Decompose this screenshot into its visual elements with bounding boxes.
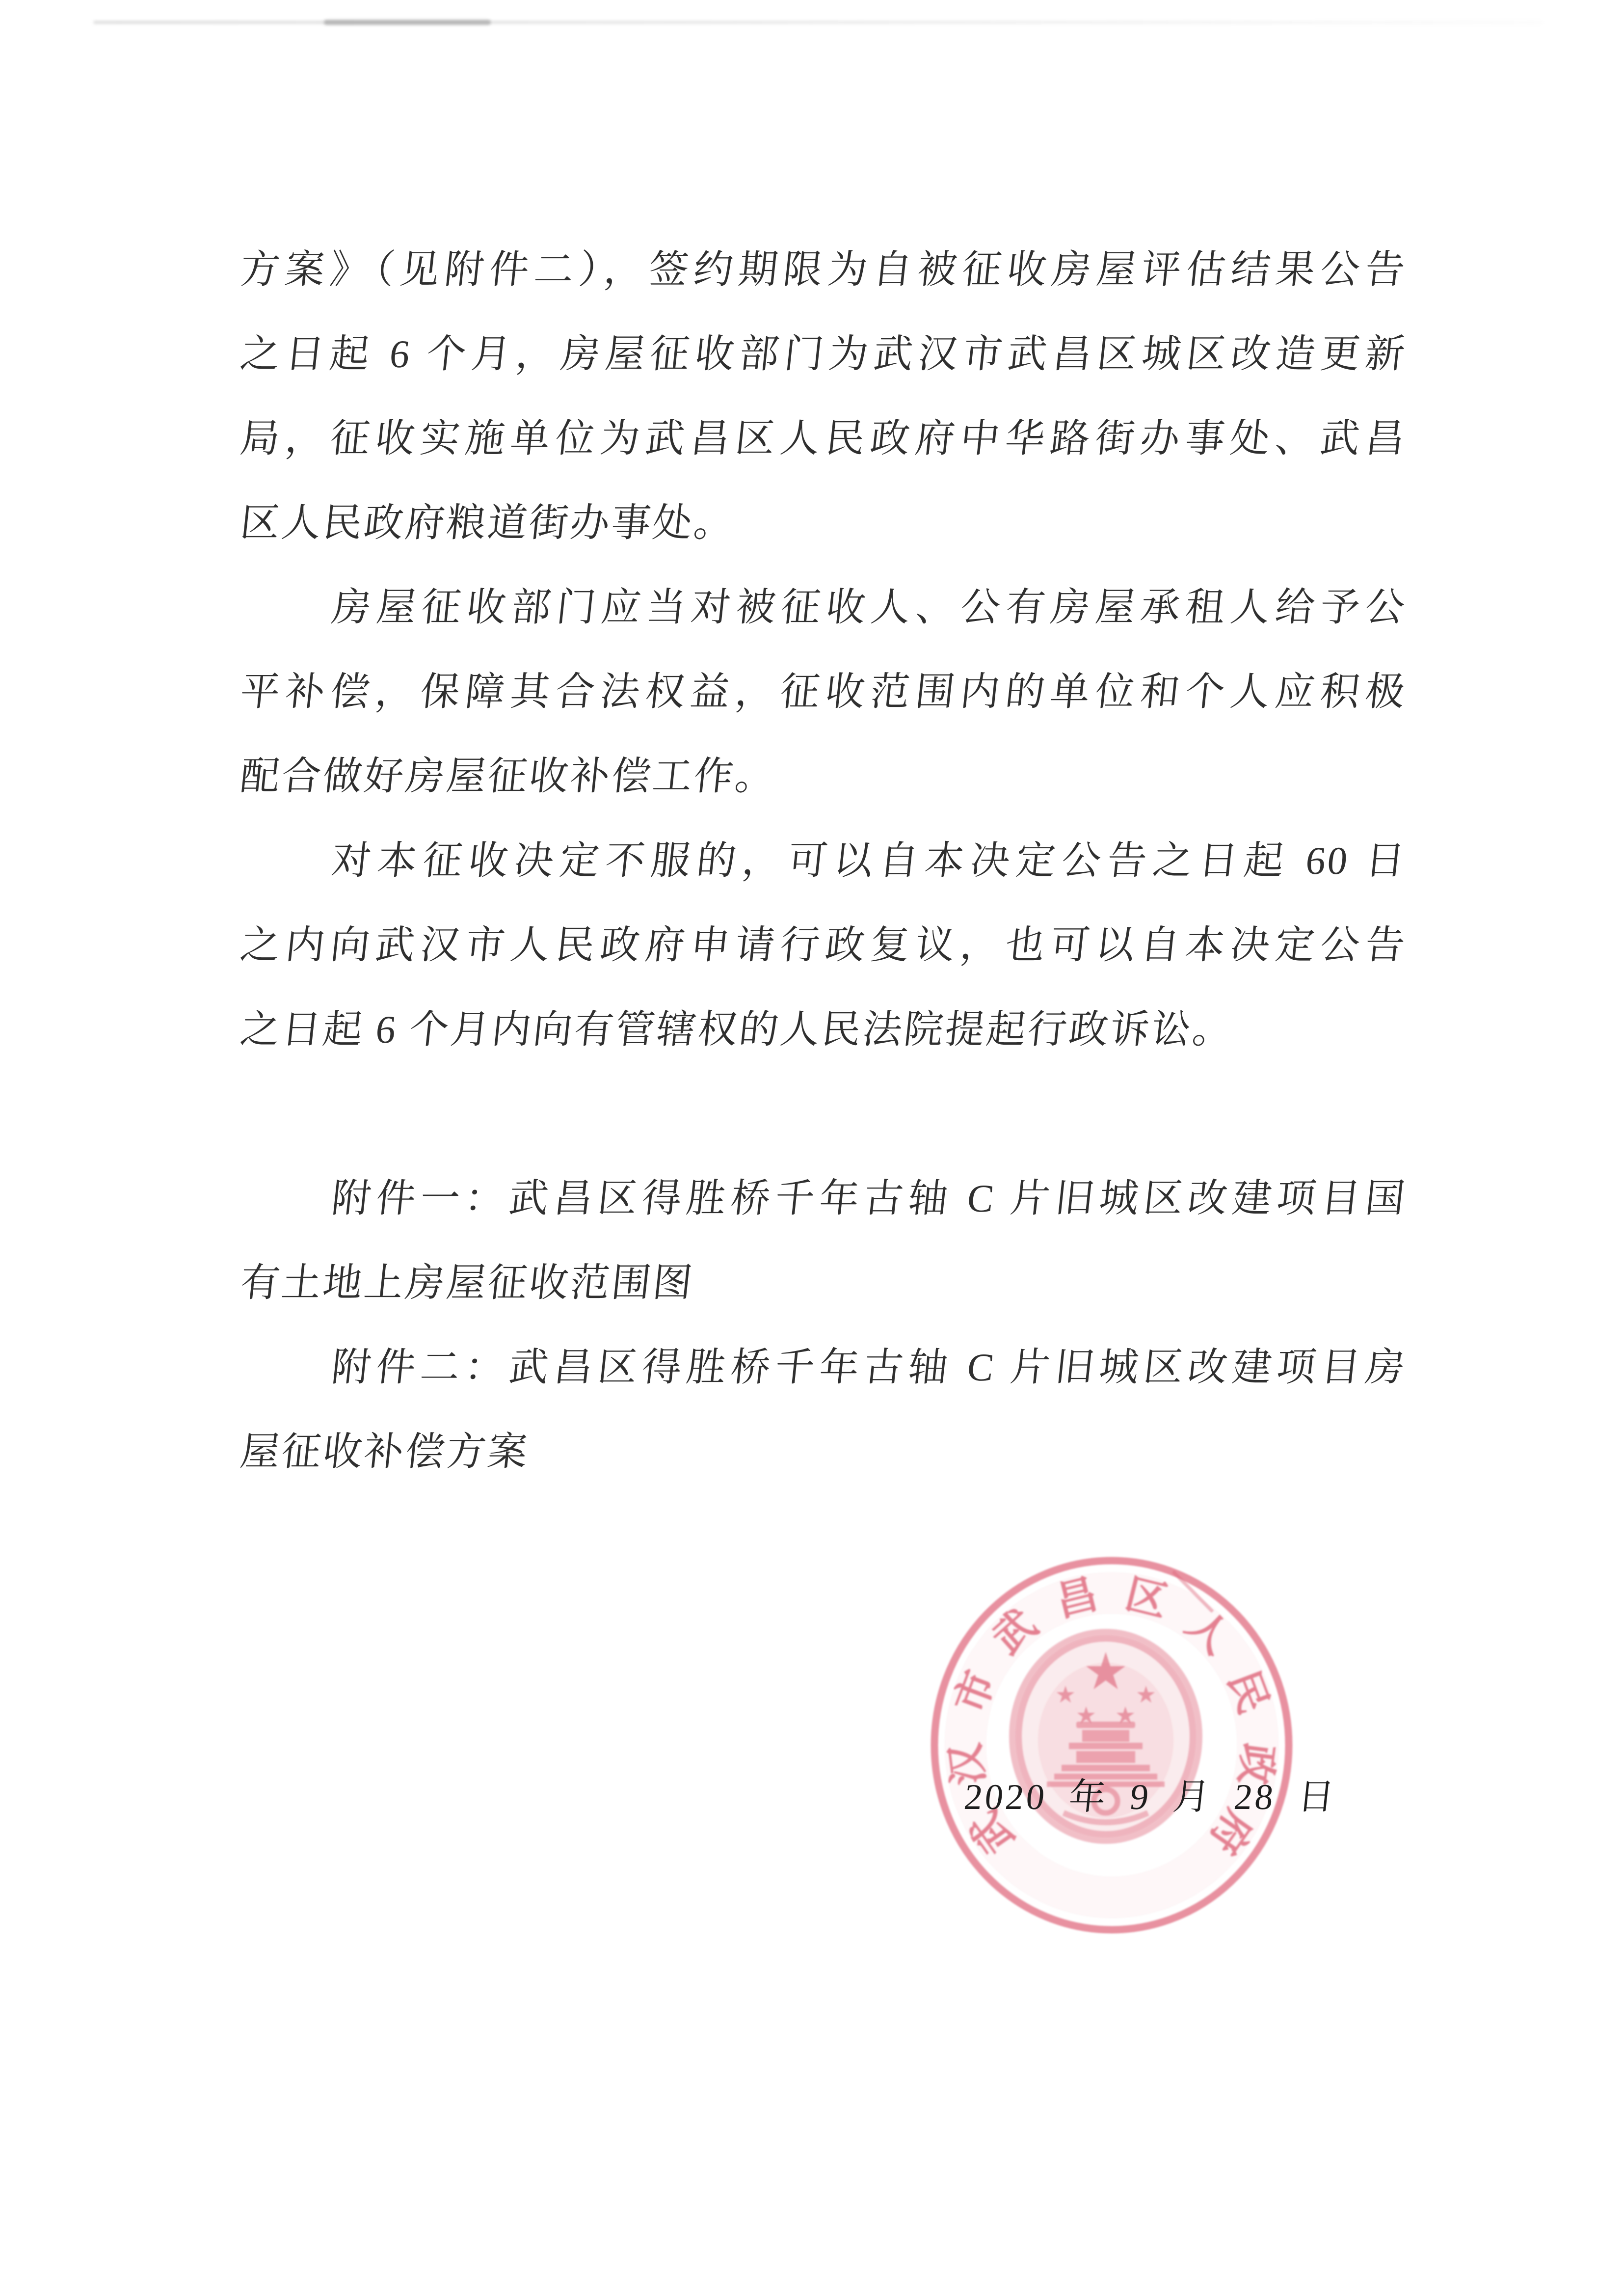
seal-arc-char: 武 bbox=[962, 1802, 1023, 1862]
seal-arc-char: 区 bbox=[1121, 1571, 1172, 1626]
date-line: 2020 年 9 月 28 日 bbox=[962, 1777, 1339, 1817]
scan-artifact bbox=[93, 20, 1543, 26]
small-star-icon bbox=[1077, 1706, 1095, 1723]
seal-arc-char: 市 bbox=[947, 1665, 1005, 1720]
seal-arc-char: 民 bbox=[1219, 1665, 1277, 1720]
body-line: 之日起 6 个月内向有管辖权的人民法院提起行政诉讼。 bbox=[238, 1008, 1236, 1052]
body-line: 之日起 6 个月，房屋征收部门为武汉市武昌区城区改造更新 bbox=[238, 333, 1409, 376]
paragraph-spacer bbox=[240, 1072, 1407, 1157]
seal-arc-char: 昌 bbox=[1051, 1571, 1102, 1626]
body-line: 房屋征收部门应当对被征收人、公有房屋承租人给予公 bbox=[329, 586, 1409, 629]
seal-ink-smudge bbox=[965, 1593, 1258, 1897]
body-line: 平补偿，保障其合法权益，征收范围内的单位和个人应积极 bbox=[238, 671, 1409, 714]
body-line: 之内向武汉市人民政府申请行政复议，也可以自本决定公告 bbox=[238, 924, 1409, 967]
body-line: 区人民政府粮道街办事处。 bbox=[238, 502, 738, 545]
seal-arc-char: 武 bbox=[984, 1601, 1046, 1663]
small-star-icon bbox=[1057, 1686, 1074, 1702]
attachment-line-2: 附件二：武昌区得胜桥千年古轴 C 片旧城区改建项目房 bbox=[329, 1346, 1409, 1389]
seal-arc-char: 汉 bbox=[942, 1741, 993, 1788]
body-line: 方案》（见附件二），签约期限为自被征收房屋评估结果公告 bbox=[238, 248, 1409, 292]
attachment-line-2-cont: 屋征收补偿方案 bbox=[238, 1431, 532, 1474]
scan-artifact-dark bbox=[324, 20, 491, 25]
scan-artifact-light bbox=[93, 21, 1543, 24]
document-body bbox=[240, 228, 1407, 1494]
seal-arc-char: 政 bbox=[1230, 1741, 1281, 1788]
scratch-mark bbox=[1173, 1571, 1213, 1612]
body-line: 局，征收实施单位为武昌区人民政府中华路街办事处、武昌 bbox=[238, 417, 1409, 460]
attachment-line-1: 附件一：武昌区得胜桥千年古轴 C 片旧城区改建项目国 bbox=[329, 1177, 1409, 1220]
small-star-icon bbox=[1117, 1706, 1134, 1723]
seal-arc-char: 人 bbox=[1177, 1601, 1239, 1663]
small-star-icon bbox=[1137, 1686, 1155, 1702]
seal-arc-char: 府 bbox=[1200, 1802, 1261, 1862]
body-line: 配合做好房屋征收补偿工作。 bbox=[238, 755, 779, 798]
big-star-icon bbox=[1086, 1652, 1125, 1689]
seal-ring bbox=[934, 1561, 1289, 1930]
body-line: 对本征收决定不服的，可以自本决定公告之日起 60 日 bbox=[329, 839, 1409, 883]
attachment-line-1-cont: 有土地上房屋征收范围图 bbox=[238, 1262, 696, 1305]
government-seal bbox=[920, 1549, 1303, 1942]
